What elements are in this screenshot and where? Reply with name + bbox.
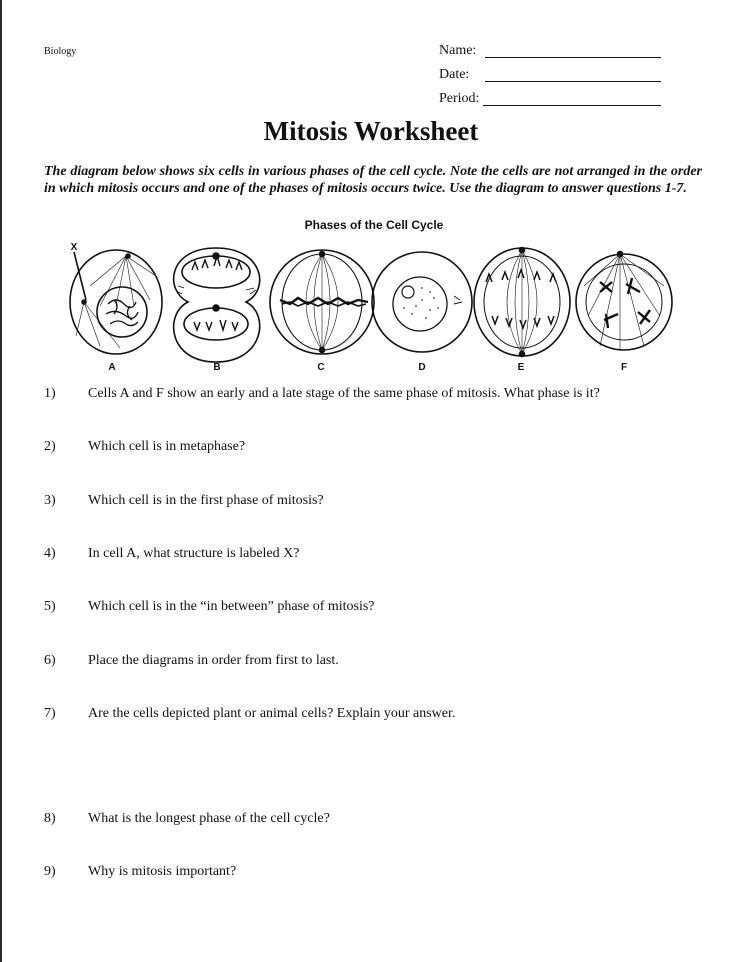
- name-blank-line[interactable]: [485, 57, 661, 58]
- cell-label-c: C: [317, 362, 325, 373]
- diagram-title: Phases of the Cell Cycle: [304, 218, 444, 232]
- page-title: Mitosis Worksheet: [263, 116, 479, 146]
- question-number: 9): [44, 864, 56, 879]
- question-number: 5): [44, 599, 56, 614]
- date-field[interactable]: [439, 67, 661, 85]
- cell-a-image: [70, 250, 162, 354]
- cell-label-f: F: [620, 362, 628, 373]
- question-number: 3): [44, 493, 56, 508]
- cell-label-e: E: [517, 362, 525, 373]
- question-text: Are the cells depicted plant or animal cells? Explain your answer.: [88, 706, 456, 721]
- question-text: In cell A, what structure is labeled X?: [88, 546, 300, 561]
- question-text: Why is mitosis important?: [88, 864, 237, 879]
- cell-label-b: B: [213, 362, 221, 373]
- question-8: [44, 811, 704, 829]
- question-7: [44, 706, 704, 724]
- question-9: [44, 864, 704, 882]
- question-number: 1): [44, 386, 56, 401]
- period-label: Period:: [439, 91, 480, 106]
- question-6: [44, 653, 704, 671]
- cell-f-image: [576, 252, 672, 351]
- instructions-text: The diagram below shows six cells in various phases of the cell cycle. Note the cells are not arranged in the order in which mitosis occurs and one of the phases of mitosis occurs twice. Use the diagram to answer questions 1-7.: [44, 164, 702, 196]
- question-number: 8): [44, 811, 56, 826]
- question-3: [44, 493, 704, 511]
- name-field[interactable]: [439, 43, 661, 61]
- question-number: 6): [44, 653, 56, 668]
- question-number: 4): [44, 546, 56, 561]
- period-blank-line[interactable]: [483, 105, 661, 106]
- label-x: X: [70, 242, 78, 253]
- name-label: Name:: [439, 43, 477, 58]
- cell-c-image: [270, 250, 374, 354]
- question-text: Which cell is in the first phase of mitosis?: [88, 493, 324, 508]
- cell-label-d: D: [418, 362, 426, 373]
- question-text: Which cell is in the “in between” phase of mitosis?: [88, 599, 375, 614]
- date-blank-line[interactable]: [485, 81, 661, 82]
- cell-cycle-diagram: [60, 236, 680, 376]
- question-number: 2): [44, 439, 56, 454]
- date-label: Date:: [439, 67, 470, 82]
- question-1: [44, 386, 704, 404]
- question-number: 7): [44, 706, 56, 721]
- subject-label: Biology: [44, 46, 77, 57]
- question-2: [44, 439, 704, 457]
- cell-e-image: [474, 248, 570, 357]
- question-text: Cells A and F show an early and a late stage of the same phase of mitosis. What phase is it?: [88, 386, 600, 401]
- cell-b-image: [174, 248, 260, 362]
- period-field[interactable]: [439, 91, 661, 109]
- question-4: [44, 546, 704, 564]
- question-text: Which cell is in metaphase?: [88, 439, 246, 454]
- question-text: What is the longest phase of the cell cycle?: [88, 811, 330, 826]
- question-5: [44, 599, 704, 617]
- cell-d-image: [372, 252, 472, 352]
- question-text: Place the diagrams in order from first to last.: [88, 653, 339, 668]
- cell-label-a: A: [108, 362, 116, 373]
